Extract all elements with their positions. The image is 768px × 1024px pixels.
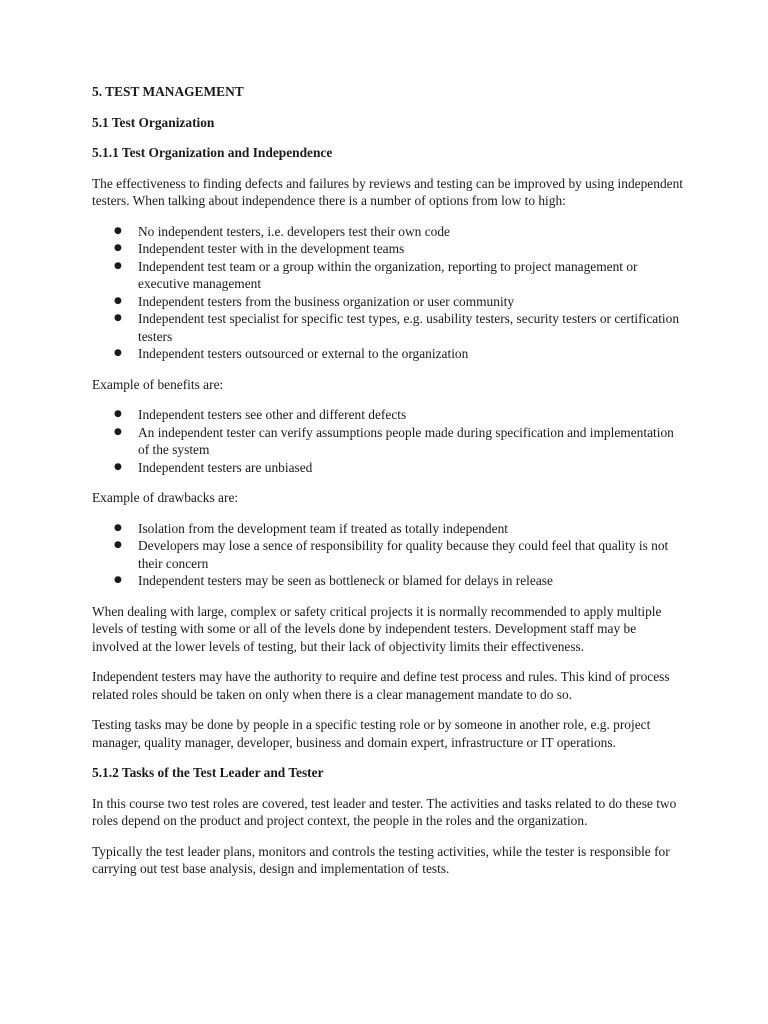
list-item-text: Independent testers may be seen as bottleneck or blamed for delays in release [138, 573, 553, 588]
subsection-heading-independence: 5.1.1 Test Organization and Independence [92, 145, 333, 160]
list-item [92, 310, 684, 345]
bullet-icon: ● [114, 295, 122, 306]
bullet-icon: ● [114, 313, 122, 323]
list-item-text: Independent tester with in the development teams [138, 241, 405, 256]
list-item [92, 223, 684, 241]
bullet-icon: ● [114, 243, 122, 253]
drawbacks-intro: Example of drawbacks are: [92, 490, 239, 505]
benefits-list [92, 406, 684, 476]
intro-paragraph: The effectiveness to finding defects and failures by reviews and testing can be improved by using independent testers. When talking about independence there is a number of options from low to high: [92, 175, 683, 208]
drawbacks-list [92, 520, 684, 590]
bullet-icon: ● [114, 461, 122, 472]
authority-paragraph: Independent testers may have the authority to require and define test process and rules. This kind of process related roles should be taken on only when there is a clear management mandate to do so. [92, 669, 670, 702]
list-item-text: Independent test team or a group within the organization, reporting to project management or executive management [138, 258, 638, 291]
list-item-text: Independent testers are unbiased [138, 459, 313, 475]
list-item [92, 258, 684, 293]
list-item [92, 345, 684, 363]
chapter-heading: 5. TEST MANAGEMENT [92, 84, 244, 99]
list-item [92, 424, 684, 459]
list-item-text: An independent tester can verify assumptions people made during specification and implementation of the system [138, 424, 674, 457]
list-item-text: Independent testers outsourced or external to the organization [138, 346, 469, 361]
list-item [92, 537, 684, 572]
list-item [92, 520, 684, 538]
list-item-text: Independent testers see other and different defects [138, 407, 407, 422]
bullet-icon: ● [114, 540, 122, 550]
list-item [92, 293, 684, 311]
document-page [92, 83, 684, 891]
list-item [92, 240, 684, 258]
independence-options-list [92, 223, 684, 363]
bullet-icon: ● [114, 575, 122, 585]
list-item [92, 572, 684, 590]
subsection-heading-tasks: 5.1.2 Tasks of the Test Leader and Tester [92, 765, 324, 780]
bullet-icon: ● [114, 348, 122, 358]
benefits-intro: Example of benefits are: [92, 376, 224, 392]
list-item [92, 406, 684, 424]
bullet-icon: ● [114, 426, 122, 437]
list-item [92, 459, 684, 477]
two-roles-paragraph: In this course two test roles are covered, test leader and tester. The activities and tasks related to do these two roles depend on the product and project context, the people in the roles and the organization. [92, 795, 677, 828]
large-projects-paragraph: When dealing with large, complex or safety critical projects it is normally recommended to apply multiple levels of testing with some or all of the levels done by independent testers. Development staff may be involved at the lower levels of testing, but their lack of objectivity limits their effectiveness. [92, 603, 662, 654]
bullet-icon: ● [114, 409, 122, 419]
section-heading: 5.1 Test Organization [92, 114, 215, 130]
list-item-text: Developers may lose a sence of responsibility for quality because they could feel that quality is not their concern [138, 538, 669, 571]
list-item-text: Independent test specialist for specific test types, e.g. usability testers, security testers or certification testers [138, 311, 680, 344]
roles-paragraph: Testing tasks may be done by people in a specific testing role or by someone in another role, e.g. project manager, quality manager, developer, business and domain expert, infrastructure or IT operations. [92, 717, 651, 750]
bullet-icon: ● [114, 225, 122, 236]
list-item-text: Isolation from the development team if treated as totally independent [138, 520, 508, 536]
bullet-icon: ● [114, 522, 122, 533]
bullet-icon: ● [114, 260, 122, 271]
list-item-text: No independent testers, i.e. developers test their own code [138, 223, 450, 239]
leader-tester-paragraph: Typically the test leader plans, monitors and controls the testing activities, while the tester is responsible for carrying out test base analysis, design and implementation of tests. [92, 843, 670, 876]
list-item-text: Independent testers from the business organization or user community [138, 293, 515, 309]
